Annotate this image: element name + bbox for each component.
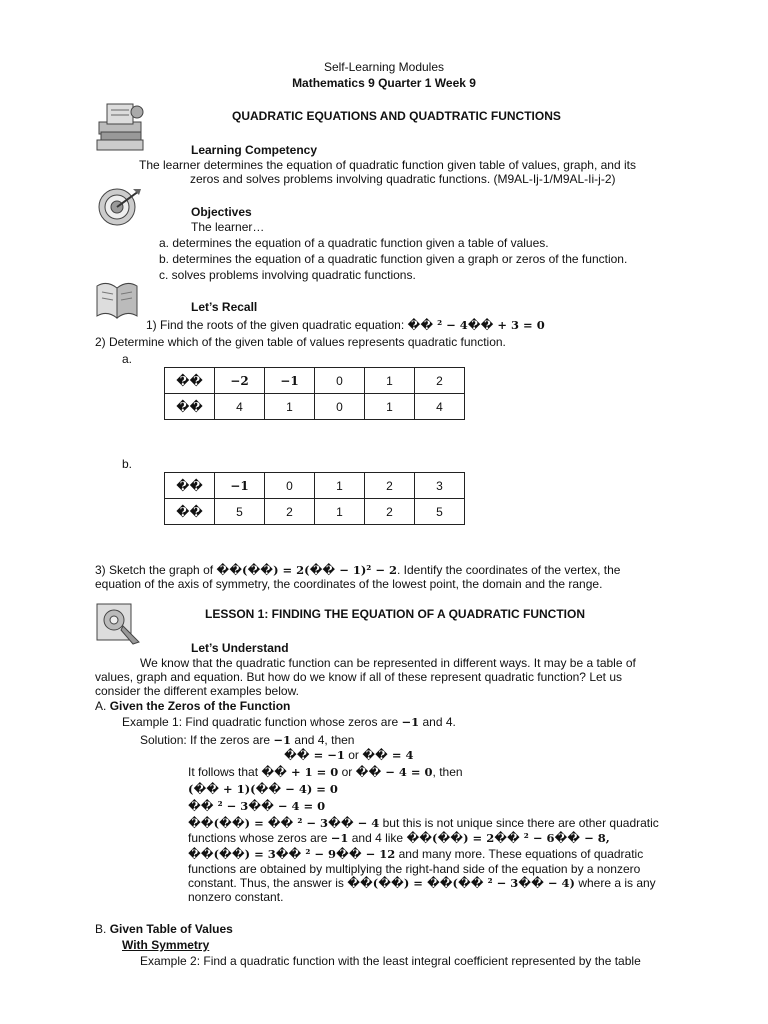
obtained-line: functions are obtained by multiplying the right-hand side of the equation by a nonzero — [188, 862, 641, 876]
objective-b: b. determines the equation of a quadratic function given a graph or zeros of the function. — [159, 252, 628, 266]
section-b-heading — [95, 922, 233, 936]
recall-q1-equation: �� ² − 4�� + 3 = 0 — [407, 318, 545, 332]
table-row — [165, 394, 465, 420]
table-cell: 0 — [265, 473, 315, 499]
table-cell: 5 — [415, 499, 465, 525]
objective-c: c. solves problems involving quadratic functions. — [159, 268, 416, 282]
module-subtitle: Mathematics 9 Quarter 1 Week 9 — [292, 76, 476, 90]
objective-a: a. determines the equation of a quadratic function given a table of values. — [159, 236, 549, 250]
example1 — [122, 715, 456, 729]
understand-para-line2: values, graph and equation. But how do we know if all of these represent quadratic function? Let us — [95, 670, 623, 684]
table-cell: �� — [165, 499, 215, 525]
factor-equation-2: �� − 4 = 0 — [355, 765, 433, 779]
table-cell: 1 — [315, 499, 365, 525]
table-cell: 1 — [365, 368, 415, 394]
functions-zero: −1 — [330, 831, 349, 845]
table-b-label: b. — [122, 457, 133, 471]
table-cell: 0 — [315, 394, 365, 420]
thus-text: constant. Thus, the answer is — [188, 876, 344, 890]
table-cell: �� — [165, 473, 215, 499]
understand-para-line3: consider the different examples below. — [95, 684, 299, 698]
table-cell: 4 — [215, 394, 265, 420]
zeros-equations — [284, 748, 414, 762]
understand-para-line1: We know that the quadratic function can be represented in different ways. It may be a table of — [140, 656, 636, 670]
table-cell: −1 — [265, 368, 315, 394]
answer-equation: ��(��) = ��(�� ² − 3�� − 4) — [347, 876, 575, 890]
or-text: or — [348, 748, 359, 762]
section-a-title: Given the Zeros of the Function — [109, 699, 291, 713]
understand-heading: Let’s Understand — [191, 641, 289, 655]
example1-text-end: and 4. — [422, 715, 456, 729]
many-text: and many more. These equations of quadratic — [398, 847, 644, 861]
expanded-equation: �� ² − 3�� − 4 = 0 — [188, 799, 326, 813]
table-cell: �� — [165, 368, 215, 394]
table-cell: 0 — [315, 368, 365, 394]
target-icon — [93, 185, 143, 231]
section-a-letter: A. — [95, 699, 107, 713]
solution-text-end: and 4, then — [294, 733, 355, 747]
table-cell: −2 — [215, 368, 265, 394]
solution-line — [140, 733, 354, 747]
table-cell: 3 — [415, 473, 465, 499]
table-cell: 4 — [415, 394, 465, 420]
recall-q1-text: 1) Find the roots of the given quadratic equation: — [146, 318, 405, 332]
recall-q3-equation: ��(��) = 2(�� − 1)² − 2 — [216, 563, 397, 577]
zero-equation-1: �� = −1 — [284, 748, 345, 762]
functions-text: functions whose zeros are — [188, 831, 328, 845]
table-cell: 1 — [265, 394, 315, 420]
table-cell: 2 — [365, 473, 415, 499]
follows-text: It follows that — [188, 765, 259, 779]
many-equation: ��(��) = 3�� ² − 9�� − 12 — [188, 847, 396, 861]
lesson-title: LESSON 1: FINDING THE EQUATION OF A QUADRATIC FUNCTION — [205, 607, 585, 621]
table-cell: �� — [165, 394, 215, 420]
example2: Example 2: Find a quadratic function with the least integral coefficient represented by the table — [140, 954, 641, 968]
section-b-title: Given Table of Values — [109, 922, 233, 936]
objectives-heading: Objectives — [191, 205, 252, 219]
solution-text: Solution: If the zeros are — [140, 733, 271, 747]
values-table-b — [164, 472, 465, 525]
lesson-icon — [93, 600, 143, 646]
function-equation: ��(��) = �� ² − 3�� − 4 — [188, 816, 380, 830]
table-cell: 2 — [415, 368, 465, 394]
many-line — [188, 847, 643, 861]
section-a-heading — [95, 699, 290, 713]
nonzero-line: nonzero constant. — [188, 890, 284, 904]
table-cell: −1 — [215, 473, 265, 499]
functions-line — [188, 831, 610, 845]
table-a-label: a. — [122, 352, 133, 366]
table-row — [165, 473, 465, 499]
table-cell: 1 — [315, 473, 365, 499]
thus-line — [188, 876, 656, 890]
functions-text-mid: and 4 like — [351, 831, 404, 845]
or-text: or — [341, 765, 353, 779]
table-row — [165, 499, 465, 525]
table-cell: 5 — [215, 499, 265, 525]
recall-q2: 2) Determine which of the given table of values represents quadratic function. — [95, 335, 506, 349]
objectives-intro: The learner… — [191, 220, 265, 234]
competency-text-line2: zeros and solves problems involving quadratic functions. (M9AL-Ij-1/M9AL-Ii-j-2) — [190, 172, 616, 186]
example1-text: Example 1: Find quadratic function whose zeros are — [122, 715, 399, 729]
recall-q3-line2: equation of the axis of symmetry, the coordinates of the lowest point, the domain and the range. — [95, 577, 603, 591]
recall-q3 — [95, 563, 620, 577]
zero-equation-2: �� = 4 — [362, 748, 414, 762]
table-cell: 2 — [365, 499, 415, 525]
with-symmetry-heading: With Symmetry — [122, 938, 210, 952]
open-book-icon — [93, 278, 141, 322]
competency-heading: Learning Competency — [191, 143, 318, 157]
factor-equation-1: �� + 1 = 0 — [261, 765, 339, 779]
section-b-letter: B. — [95, 922, 107, 936]
recall-heading: Let’s Recall — [191, 300, 258, 314]
table-row — [165, 368, 465, 394]
page-title: QUADRATIC EQUATIONS AND QUADTRATIC FUNCTIONS — [232, 109, 561, 123]
solution-zero: −1 — [273, 733, 292, 747]
competency-text-line1: The learner determines the equation of quadratic function given table of values, graph, and its — [139, 158, 636, 172]
example1-zero: −1 — [401, 715, 420, 729]
recall-q1 — [146, 318, 545, 332]
not-unique-line — [188, 816, 659, 830]
thus-text-end: where a is any — [578, 876, 656, 890]
follows-line — [188, 765, 463, 779]
recall-q3-post: . Identify the coordinates of the vertex, the — [396, 563, 621, 577]
functions-equation: ��(��) = 2�� ² − 6�� − 8, — [406, 831, 610, 845]
recall-q3-pre: 3) Sketch the graph of — [95, 563, 214, 577]
module-series: Self-Learning Modules — [323, 60, 445, 74]
values-table-a — [164, 367, 465, 420]
not-unique-text: but this is not unique since there are other quadratic — [382, 816, 659, 830]
factored-equation: (�� + 1)(�� − 4) = 0 — [188, 782, 338, 796]
table-cell: 2 — [265, 499, 315, 525]
follows-text-end: , then — [432, 765, 463, 779]
books-icon — [93, 98, 149, 154]
table-cell: 1 — [365, 394, 415, 420]
